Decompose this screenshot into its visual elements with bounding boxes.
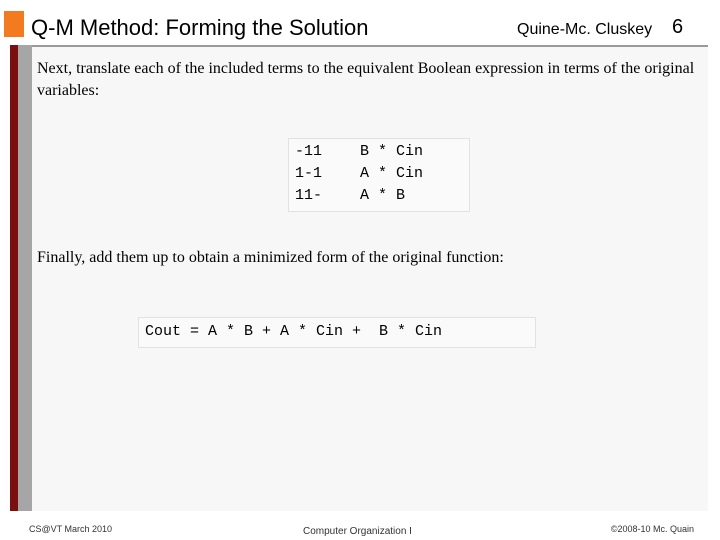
term-code: -11 bbox=[295, 143, 323, 160]
footer-left: CS@VT March 2010 bbox=[29, 524, 113, 534]
intro-paragraph: Next, translate each of the included terms to the equivalent Boolean expression in terms of the original variables: bbox=[37, 60, 695, 99]
slide-title: Q-M Method: Forming the Solution bbox=[31, 15, 369, 40]
accent-square bbox=[4, 11, 24, 37]
left-gray-bar bbox=[18, 45, 32, 511]
term-expression: A * Cin bbox=[360, 165, 424, 182]
term-code: 1-1 bbox=[295, 165, 323, 182]
result-expression: Cout = A * B + A * Cin + B * Cin bbox=[145, 323, 443, 340]
course-title: Quine-Mc. Cluskey bbox=[517, 21, 653, 38]
term-row bbox=[295, 165, 423, 182]
footer-center: Computer Organization I bbox=[303, 526, 412, 537]
summary-paragraph: Finally, add them up to obtain a minimized form of the original function: bbox=[37, 249, 504, 266]
left-accent-bar bbox=[10, 45, 18, 511]
result-box bbox=[138, 317, 536, 348]
term-expression: A * B bbox=[360, 187, 406, 204]
term-expression: B * Cin bbox=[360, 143, 424, 160]
content-panel bbox=[32, 47, 708, 511]
term-row bbox=[295, 187, 405, 204]
term-row bbox=[295, 143, 423, 160]
page-number: 6 bbox=[672, 16, 684, 38]
footer-right: ©2008-10 Mc. Quain bbox=[610, 524, 694, 534]
term-code: 11- bbox=[295, 187, 323, 204]
terms-box bbox=[288, 138, 470, 212]
